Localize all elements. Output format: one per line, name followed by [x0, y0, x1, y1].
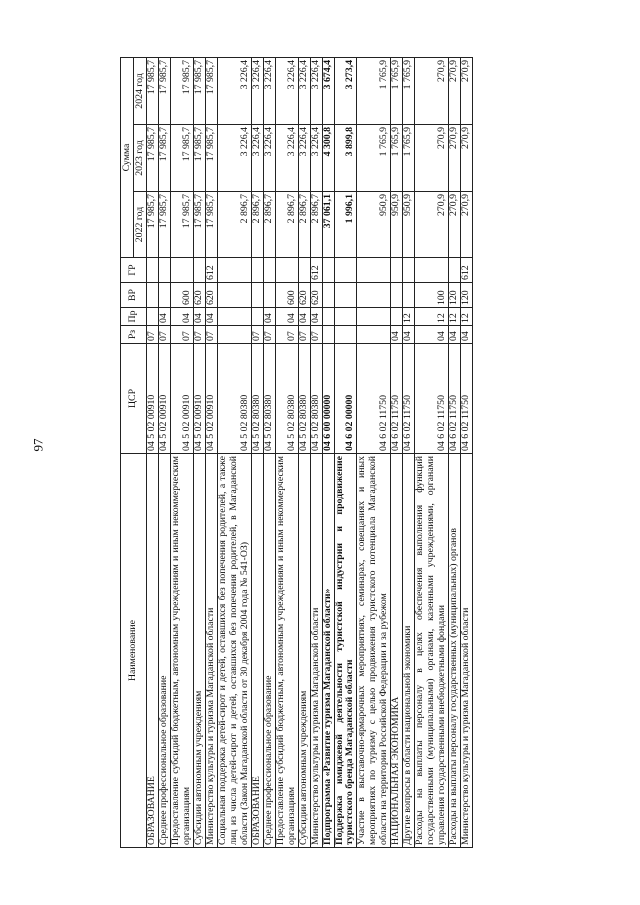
cell-name: ОБРАЗОВАНИЕ — [147, 454, 159, 848]
cell-name: Расходы на выплаты персоналу в целях обеспечения выполнения функций государственными (муниципальными) органами, казенными учреждениями, органами управления государственными внебюджетными фондами — [415, 454, 449, 848]
cell-pr: 04 — [298, 308, 310, 326]
cell-2023: 1 765,9 — [357, 125, 391, 192]
budget-table — [120, 57, 473, 848]
cell-pr — [322, 308, 334, 326]
cell-pr: 12 — [415, 308, 449, 326]
cell-vr — [391, 283, 403, 308]
cell-2024: 3 226,4 — [298, 57, 310, 124]
cell-gr — [298, 258, 310, 283]
cell-pr: 12 — [403, 308, 415, 326]
cell-vr — [322, 283, 334, 308]
cell-2022: 270,9 — [461, 192, 473, 258]
cell-name: Другие вопросы в области национальной экономики — [403, 454, 415, 848]
header-rz: Рз — [121, 326, 147, 344]
cell-2022: 950,9 — [357, 192, 391, 258]
table-row — [310, 57, 322, 847]
cell-vr — [251, 283, 263, 308]
cell-vr: 620 — [193, 283, 205, 308]
header-vr: ВР — [121, 283, 147, 308]
table-row — [334, 57, 357, 847]
cell-name: Среднее профессиональное образование — [158, 454, 170, 848]
table-row — [357, 57, 391, 847]
cell-vr — [334, 283, 357, 308]
cell-2023: 1 765,9 — [391, 125, 403, 192]
table-body — [147, 57, 473, 847]
table-row — [193, 57, 205, 847]
table-row — [415, 57, 449, 847]
header-csr: ЦСР — [121, 344, 147, 454]
cell-2024: 3 674,4 — [322, 57, 334, 124]
cell-2022: 270,9 — [449, 192, 461, 258]
cell-name: Предоставление субсидий бюджетным, автономным учреждениям и иным некоммерческим организациям — [275, 454, 298, 848]
cell-pr — [357, 308, 391, 326]
cell-rz: 07 — [263, 326, 275, 344]
cell-2023: 3 226,4 — [310, 125, 322, 192]
page-number: 97 — [30, 438, 46, 452]
cell-2024: 17 985,7 — [158, 57, 170, 124]
cell-2024: 1 765,9 — [357, 57, 391, 124]
header-2024: 2024 год — [134, 57, 147, 124]
cell-pr: 12 — [449, 308, 461, 326]
cell-csr: 04 5 02 80380 — [217, 344, 251, 454]
cell-2023: 17 985,7 — [205, 125, 217, 192]
cell-pr — [251, 308, 263, 326]
cell-vr: 120 — [449, 283, 461, 308]
cell-csr: 04 5 02 80380 — [310, 344, 322, 454]
cell-2022: 2 896,7 — [217, 192, 251, 258]
cell-2023: 17 985,7 — [193, 125, 205, 192]
cell-2024: 3 226,4 — [251, 57, 263, 124]
cell-2023: 17 985,7 — [158, 125, 170, 192]
cell-2022: 17 985,7 — [193, 192, 205, 258]
cell-gr — [217, 258, 251, 283]
cell-rz: 07 — [251, 326, 263, 344]
cell-2024: 270,9 — [415, 57, 449, 124]
cell-rz — [217, 326, 251, 344]
cell-vr: 600 — [170, 283, 193, 308]
cell-pr — [334, 308, 357, 326]
cell-gr — [334, 258, 357, 283]
cell-rz: 04 — [449, 326, 461, 344]
cell-rz: 07 — [298, 326, 310, 344]
cell-2024: 270,9 — [461, 57, 473, 124]
cell-2023: 17 985,7 — [147, 125, 159, 192]
cell-csr: 04 5 02 00910 — [158, 344, 170, 454]
cell-2024: 3 226,4 — [263, 57, 275, 124]
cell-rz: 04 — [391, 326, 403, 344]
cell-name: Министерство культуры и туризма Магаданской области — [461, 454, 473, 848]
cell-gr — [275, 258, 298, 283]
table-row — [251, 57, 263, 847]
cell-2022: 37 061,1 — [322, 192, 334, 258]
budget-table-rotated — [120, 58, 640, 848]
cell-2023: 3 226,4 — [251, 125, 263, 192]
table-row — [461, 57, 473, 847]
cell-2022: 17 985,7 — [158, 192, 170, 258]
header-pr: Пр — [121, 308, 147, 326]
cell-name: Субсидии автономным учреждениям — [193, 454, 205, 848]
cell-rz: 07 — [205, 326, 217, 344]
cell-csr: 04 5 02 00910 — [147, 344, 159, 454]
cell-2024: 17 985,7 — [205, 57, 217, 124]
cell-rz: 07 — [193, 326, 205, 344]
cell-2023: 3 899,8 — [334, 125, 357, 192]
cell-gr: 612 — [310, 258, 322, 283]
cell-name: Среднее профессиональное образование — [263, 454, 275, 848]
cell-gr: 612 — [461, 258, 473, 283]
table-row — [205, 57, 217, 847]
cell-2024: 270,9 — [449, 57, 461, 124]
cell-2023: 4 300,8 — [322, 125, 334, 192]
cell-pr: 04 — [263, 308, 275, 326]
cell-pr: 04 — [310, 308, 322, 326]
cell-gr — [391, 258, 403, 283]
table-row — [217, 57, 251, 847]
cell-2022: 17 985,7 — [170, 192, 193, 258]
cell-csr: 04 6 02 11750 — [357, 344, 391, 454]
table-row — [298, 57, 310, 847]
cell-gr — [415, 258, 449, 283]
cell-csr: 04 5 02 80380 — [275, 344, 298, 454]
header-sum: Сумма — [121, 57, 134, 257]
cell-rz — [357, 326, 391, 344]
cell-2024: 3 226,4 — [310, 57, 322, 124]
cell-name: Министерство культуры и туризма Магаданской области — [310, 454, 322, 848]
cell-gr — [147, 258, 159, 283]
cell-csr: 04 5 02 80380 — [263, 344, 275, 454]
cell-csr: 04 6 02 11750 — [461, 344, 473, 454]
cell-name: Участие в выставочно-ярмарочных мероприятиях, семинарах, совещаниях и иных мероприятиях по туризму с целью продвижения туристского потенциала Магаданской области на территории Российской Федерации и за рубежом — [357, 454, 391, 848]
cell-2024: 3 273,4 — [334, 57, 357, 124]
cell-rz: 07 — [158, 326, 170, 344]
cell-vr: 120 — [461, 283, 473, 308]
cell-2024: 1 765,9 — [403, 57, 415, 124]
cell-vr — [147, 283, 159, 308]
cell-vr — [403, 283, 415, 308]
cell-2023: 3 226,4 — [217, 125, 251, 192]
cell-2023: 1 765,9 — [403, 125, 415, 192]
cell-vr: 620 — [205, 283, 217, 308]
cell-2023: 270,9 — [449, 125, 461, 192]
table-row — [322, 57, 334, 847]
cell-pr — [217, 308, 251, 326]
cell-2023: 3 226,4 — [263, 125, 275, 192]
cell-rz: 07 — [310, 326, 322, 344]
cell-pr — [391, 308, 403, 326]
table-row — [170, 57, 193, 847]
cell-vr — [217, 283, 251, 308]
header-2023: 2023 год — [134, 125, 147, 192]
table-header — [121, 57, 147, 847]
cell-2022: 2 896,7 — [298, 192, 310, 258]
table-row — [403, 57, 415, 847]
cell-pr: 12 — [461, 308, 473, 326]
header-gr: ГР — [121, 258, 147, 283]
cell-csr: 04 6 02 11750 — [415, 344, 449, 454]
cell-2023: 270,9 — [461, 125, 473, 192]
cell-name: Министерство культуры и туризма Магаданской области — [205, 454, 217, 848]
cell-2022: 950,9 — [391, 192, 403, 258]
cell-csr: 04 5 02 80380 — [298, 344, 310, 454]
cell-rz — [322, 326, 334, 344]
cell-vr: 600 — [275, 283, 298, 308]
cell-vr — [357, 283, 391, 308]
cell-gr: 612 — [205, 258, 217, 283]
cell-gr — [322, 258, 334, 283]
cell-2022: 2 896,7 — [310, 192, 322, 258]
cell-gr — [158, 258, 170, 283]
cell-name: Подпрограмма «Развитие туризма Магаданской области» — [322, 454, 334, 848]
cell-2022: 2 896,7 — [263, 192, 275, 258]
cell-vr: 620 — [298, 283, 310, 308]
cell-rz: 07 — [170, 326, 193, 344]
cell-2022: 17 985,7 — [205, 192, 217, 258]
cell-name: Социальная поддержка детей-сирот и детей, оставшихся без попечения родителей, а также лиц из числа детей-сирот и детей, оставшихся без попечения родителей, в Магаданской области (Закон Магаданской области от 30 декабря 2004 года № 541-ОЗ) — [217, 454, 251, 848]
cell-2024: 3 226,4 — [275, 57, 298, 124]
table-row — [147, 57, 159, 847]
cell-rz: 07 — [147, 326, 159, 344]
table-row — [158, 57, 170, 847]
cell-2022: 17 985,7 — [147, 192, 159, 258]
cell-2023: 270,9 — [415, 125, 449, 192]
cell-rz: 04 — [415, 326, 449, 344]
cell-2022: 270,9 — [415, 192, 449, 258]
cell-csr: 04 6 02 00000 — [334, 344, 357, 454]
cell-name: Поддержка имиджевой деятельности туристской индустрии и продвижение туристского бренда Магаданской области — [334, 454, 357, 848]
table-row — [275, 57, 298, 847]
cell-csr: 04 5 02 80380 — [251, 344, 263, 454]
cell-rz: 04 — [461, 326, 473, 344]
cell-2023: 3 226,4 — [298, 125, 310, 192]
cell-csr: 04 5 02 00910 — [170, 344, 193, 454]
cell-pr: 04 — [205, 308, 217, 326]
cell-pr: 04 — [275, 308, 298, 326]
cell-csr: 04 5 02 00910 — [193, 344, 205, 454]
cell-2023: 17 985,7 — [170, 125, 193, 192]
cell-vr: 620 — [310, 283, 322, 308]
cell-vr — [158, 283, 170, 308]
cell-gr — [403, 258, 415, 283]
cell-gr — [449, 258, 461, 283]
cell-rz: 07 — [275, 326, 298, 344]
cell-csr: 04 6 02 11750 — [403, 344, 415, 454]
header-2022: 2022 год — [134, 192, 147, 258]
cell-csr: 04 6 02 11750 — [449, 344, 461, 454]
cell-name: Расходы на выплаты персоналу государственных (муниципальных) органов — [449, 454, 461, 848]
cell-vr: 100 — [415, 283, 449, 308]
cell-2023: 3 226,4 — [275, 125, 298, 192]
cell-gr — [170, 258, 193, 283]
cell-gr — [263, 258, 275, 283]
cell-pr: 04 — [193, 308, 205, 326]
cell-vr — [263, 283, 275, 308]
cell-gr — [357, 258, 391, 283]
cell-csr: 04 6 02 11750 — [391, 344, 403, 454]
header-name: Наименование — [121, 454, 147, 848]
cell-name: Предоставление субсидий бюджетным, автономным учреждениям и иным некоммерческим организациям — [170, 454, 193, 848]
cell-gr — [193, 258, 205, 283]
cell-gr — [251, 258, 263, 283]
cell-2024: 17 985,7 — [170, 57, 193, 124]
cell-name: ОБРАЗОВАНИЕ — [251, 454, 263, 848]
cell-csr: 04 5 02 00910 — [205, 344, 217, 454]
cell-2022: 2 896,7 — [275, 192, 298, 258]
cell-rz: 04 — [403, 326, 415, 344]
cell-2024: 3 226,4 — [217, 57, 251, 124]
cell-2022: 2 896,7 — [251, 192, 263, 258]
cell-name: Субсидии автономным учреждениям — [298, 454, 310, 848]
cell-2024: 17 985,7 — [193, 57, 205, 124]
cell-csr: 04 6 00 00000 — [322, 344, 334, 454]
cell-2024: 1 765,9 — [391, 57, 403, 124]
cell-name: НАЦИОНАЛЬНАЯ ЭКОНОМИКА — [391, 454, 403, 848]
cell-2022: 950,9 — [403, 192, 415, 258]
cell-2024: 17 985,7 — [147, 57, 159, 124]
cell-2022: 1 996,1 — [334, 192, 357, 258]
table-row — [391, 57, 403, 847]
cell-pr: 04 — [158, 308, 170, 326]
cell-pr: 04 — [170, 308, 193, 326]
table-row — [449, 57, 461, 847]
cell-pr — [147, 308, 159, 326]
cell-rz — [334, 326, 357, 344]
table-row — [263, 57, 275, 847]
